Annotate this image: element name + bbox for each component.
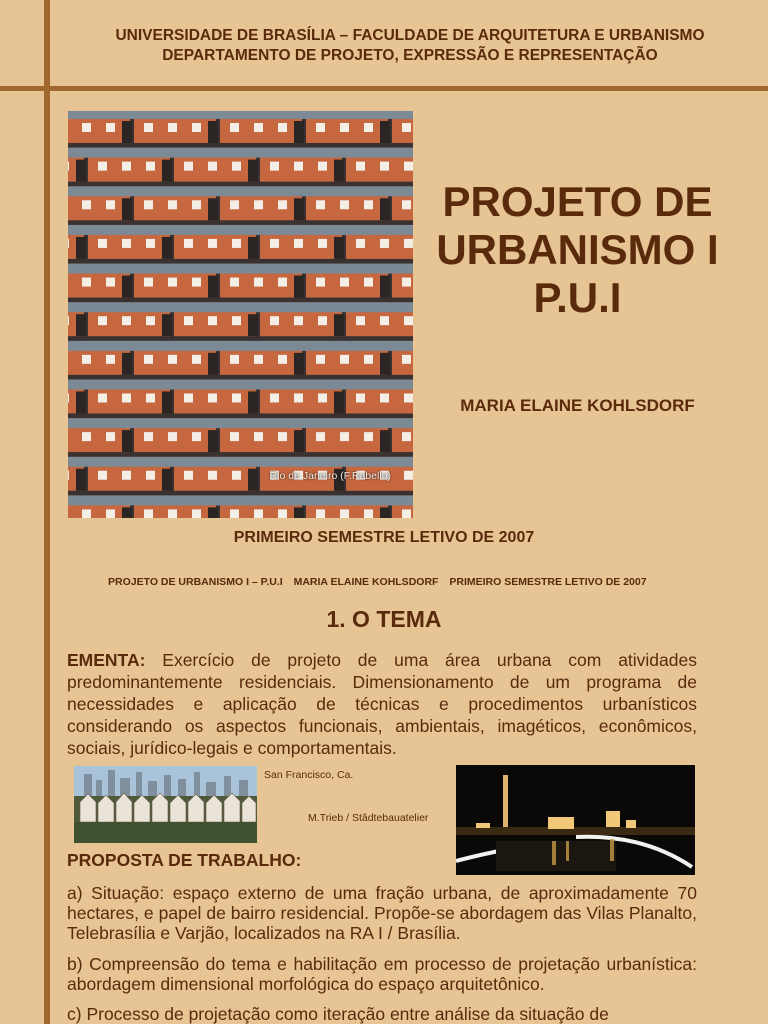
san-francisco-illustration	[74, 766, 257, 843]
houses-illustration	[68, 111, 413, 518]
title-line-1: PROJETO DE	[442, 178, 713, 225]
proposal-item-b: b) Compreensão do tema e habilitação em processo de projetação urbanística: abordagem dimensional morfológica do espaço arquitetônico.	[67, 954, 697, 994]
photo-caption: Rio de Janeiro (F.Rabello)	[269, 470, 391, 482]
proposal-item-c: c) Processo de projetação como iteração entre análise da situação de	[67, 1004, 609, 1024]
image-caption-san-francisco: San Francisco, Ca.	[264, 769, 354, 781]
institution-header	[60, 26, 760, 66]
running-semester: PRIMEIRO SEMESTRE LETIVO DE 2007	[449, 576, 647, 588]
vertical-rule	[44, 0, 50, 1024]
title-line-3: P.U.I	[533, 274, 622, 321]
running-course: PROJETO DE URBANISMO I – P.U.I	[108, 576, 283, 588]
image-caption-credit: M.Trieb / Stâdtebauatelier	[308, 812, 429, 824]
night-city-illustration	[456, 765, 695, 875]
cover-semester: PRIMEIRO SEMESTRE LETIVO DE 2007	[233, 529, 535, 546]
proposal-heading: PROPOSTA DE TRABALHO:	[67, 850, 302, 870]
ementa-paragraph	[67, 649, 697, 759]
cover-author: MARIA ELAINE KOHLSDORF	[460, 396, 695, 415]
san-francisco-photo	[74, 766, 257, 843]
title-line-2: URBANISMO I	[436, 226, 719, 273]
cover-photo-houses	[68, 111, 413, 518]
ementa-label: EMENTA:	[67, 650, 146, 670]
proposal-item-a: a) Situação: espaço externo de uma fração urbana, de aproximadamente 70 hectares, e papel de bairro residencial. Propõe-se abordagem das Vilas Planalto, Telebrasília e Varjão, localizados na RA I / Brasília.	[67, 883, 697, 943]
running-author: MARIA ELAINE KOHLSDORF	[293, 576, 439, 588]
night-city-photo	[456, 765, 695, 875]
running-header	[108, 576, 708, 588]
header-line-1: UNIVERSIDADE DE BRASÍLIA – FACULDADE DE ARQUITETURA E URBANISMO	[115, 27, 705, 44]
section-title: 1. O TEMA	[326, 606, 442, 632]
course-title	[430, 178, 725, 322]
ementa-text: Exercício de projeto de uma área urbana com atividades predominantemente residenciais. Dimensionamento de um programa de necessidades e aplicação de técnicas e procedimentos urbanísticos considerando os aspectos funcionais, ambientais, imagéticos, econômicos, sociais, jurídico-legais e comportamentais.	[67, 650, 697, 758]
horizontal-rule	[0, 86, 768, 91]
header-line-2: DEPARTAMENTO DE PROJETO, EXPRESSÃO E REPRESENTAÇÃO	[162, 47, 658, 64]
